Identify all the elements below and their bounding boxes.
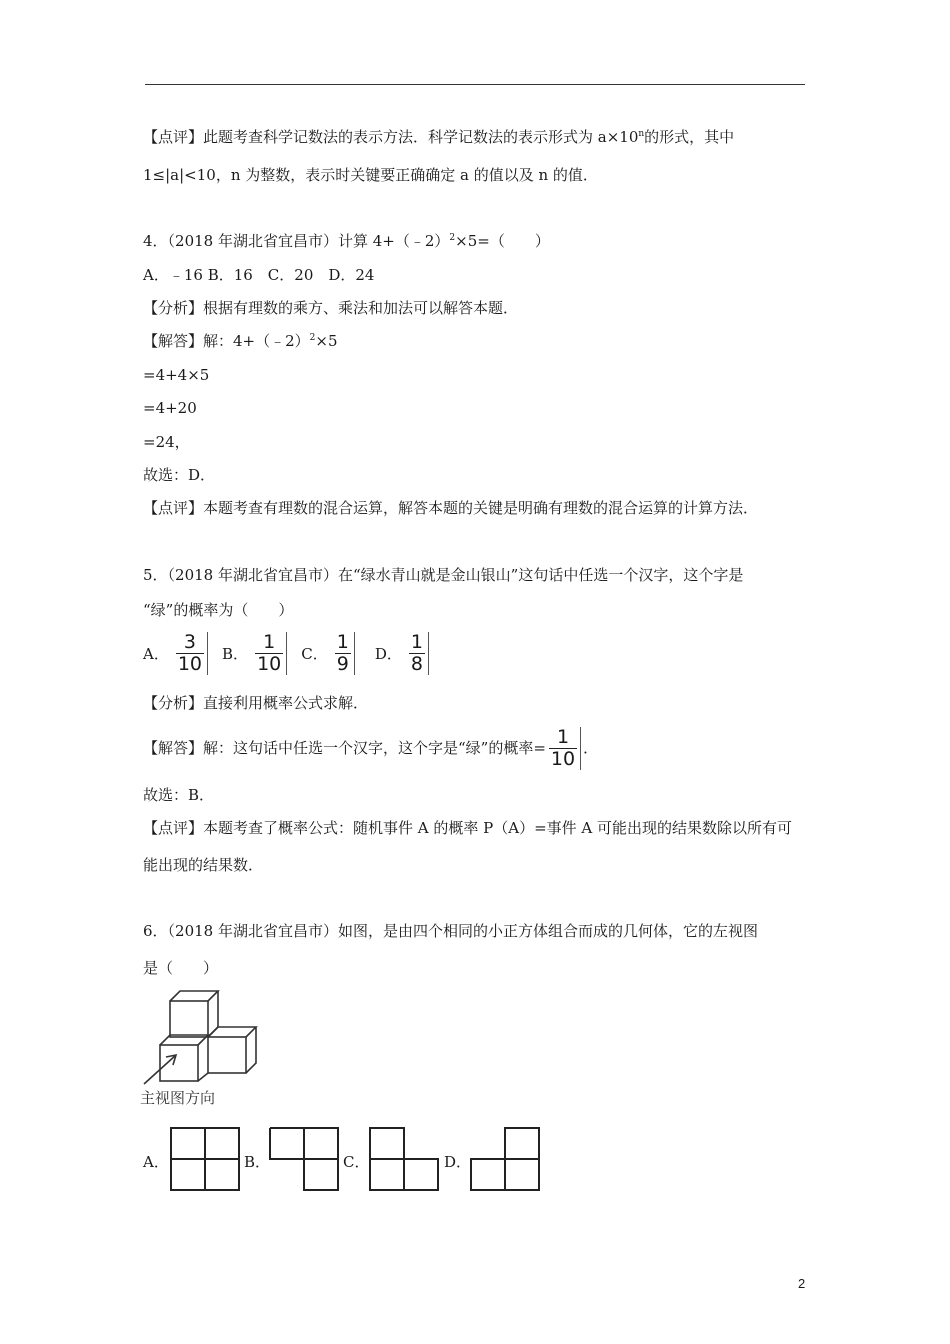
q4-analysis: 【分析】根据有理数的乘方、乘法和加法可以解答本题． [143, 299, 519, 317]
q5-review-line-2: 能出现的结果数． [143, 856, 264, 874]
q5-options [143, 632, 431, 675]
commentary-line-2: 1≤|a|<10，n 为整数，表示时关键要正确确定 a 的值以及 n 的值． [143, 166, 598, 184]
q6-option-b-label: B． [244, 1153, 271, 1171]
q5-option-a-fraction: $\frac{3}{10}$ [175, 632, 208, 675]
q4-options: A．﹣16 B．16 C．20 D．24 [143, 266, 375, 284]
q4-step-2: =4+20 [143, 399, 197, 417]
q5-option-c-label: C． [301, 645, 328, 663]
cube-assembly-drawing [140, 985, 270, 1085]
q5-review-line-1: 【点评】本题考查了概率公式：随机事件 A 的概率 P（A）=事件 A 可能出现的结果数除以所有可 [143, 819, 793, 837]
q4-answer: 故选：D． [143, 466, 216, 484]
q4-solution: 【解答】解：4+（﹣2）$^2$×5 [143, 332, 338, 350]
q5-option-a-label: A． [143, 645, 169, 663]
q6-isometric-figure [140, 985, 270, 1108]
q6-option-c-label: C． [343, 1153, 370, 1171]
q6-option-d-view [468, 1125, 543, 1195]
q6-option-c-view [367, 1125, 442, 1195]
header-rule [145, 84, 805, 85]
q5-solution: 【解答】解：这句话中任选一个汉字，这个字是“绿”的概率= $\frac{1}{10}$ ． [143, 725, 599, 770]
q4-step-3: =24， [143, 433, 190, 451]
q5-solution-fraction: $\frac{1}{10}$ [548, 727, 581, 770]
q6-option-d-label: D． [444, 1153, 472, 1171]
q6-option-b-view [267, 1125, 342, 1195]
q6-stem-line-1: 6．（2018 年湖北省宜昌市）如图，是由四个相同的小正方体组合而成的几何体，它的左视图 [143, 922, 758, 940]
q5-analysis: 【分析】直接利用概率公式求解． [143, 694, 369, 712]
page-number: 2 [798, 1276, 806, 1291]
q4-step-1: =4+4×5 [143, 366, 210, 384]
q5-stem-line-1: 5．（2018 年湖北省宜昌市）在“绿水青山就是金山银山”这句话中任选一个汉字，这个字是 [143, 566, 744, 584]
q5-stem-line-2: “绿”的概率为（ ） [143, 601, 294, 619]
commentary-line-1: 【点评】此题考查科学记数法的表示方法．科学记数法的表示形式为 $a\times 10^n$的形式，其中 [143, 128, 735, 146]
q5-option-d-label: D． [374, 645, 402, 663]
q6-option-a-view [168, 1125, 243, 1195]
q5-option-b-fraction: $\frac{1}{10}$ [254, 632, 287, 675]
q5-answer: 故选：B． [143, 786, 215, 804]
q5-option-b-label: B． [222, 645, 249, 663]
q5-option-c-fraction: $\frac{1}{9}$ [334, 632, 355, 675]
q6-option-a-label: A． [143, 1153, 169, 1171]
q6-stem-line-2: 是（ ） [143, 959, 219, 977]
q6-figure-caption: 主视图方向 [140, 1089, 216, 1107]
q4-review: 【点评】本题考查有理数的混合运算，解答本题的关键是明确有理数的混合运算的计算方法． [143, 499, 759, 517]
q4-stem: 4．（2018 年湖北省宜昌市）计算 4+（﹣2）$^2$×5=（ ） [143, 232, 550, 250]
q5-option-d-fraction: $\frac{1}{8}$ [408, 632, 429, 675]
